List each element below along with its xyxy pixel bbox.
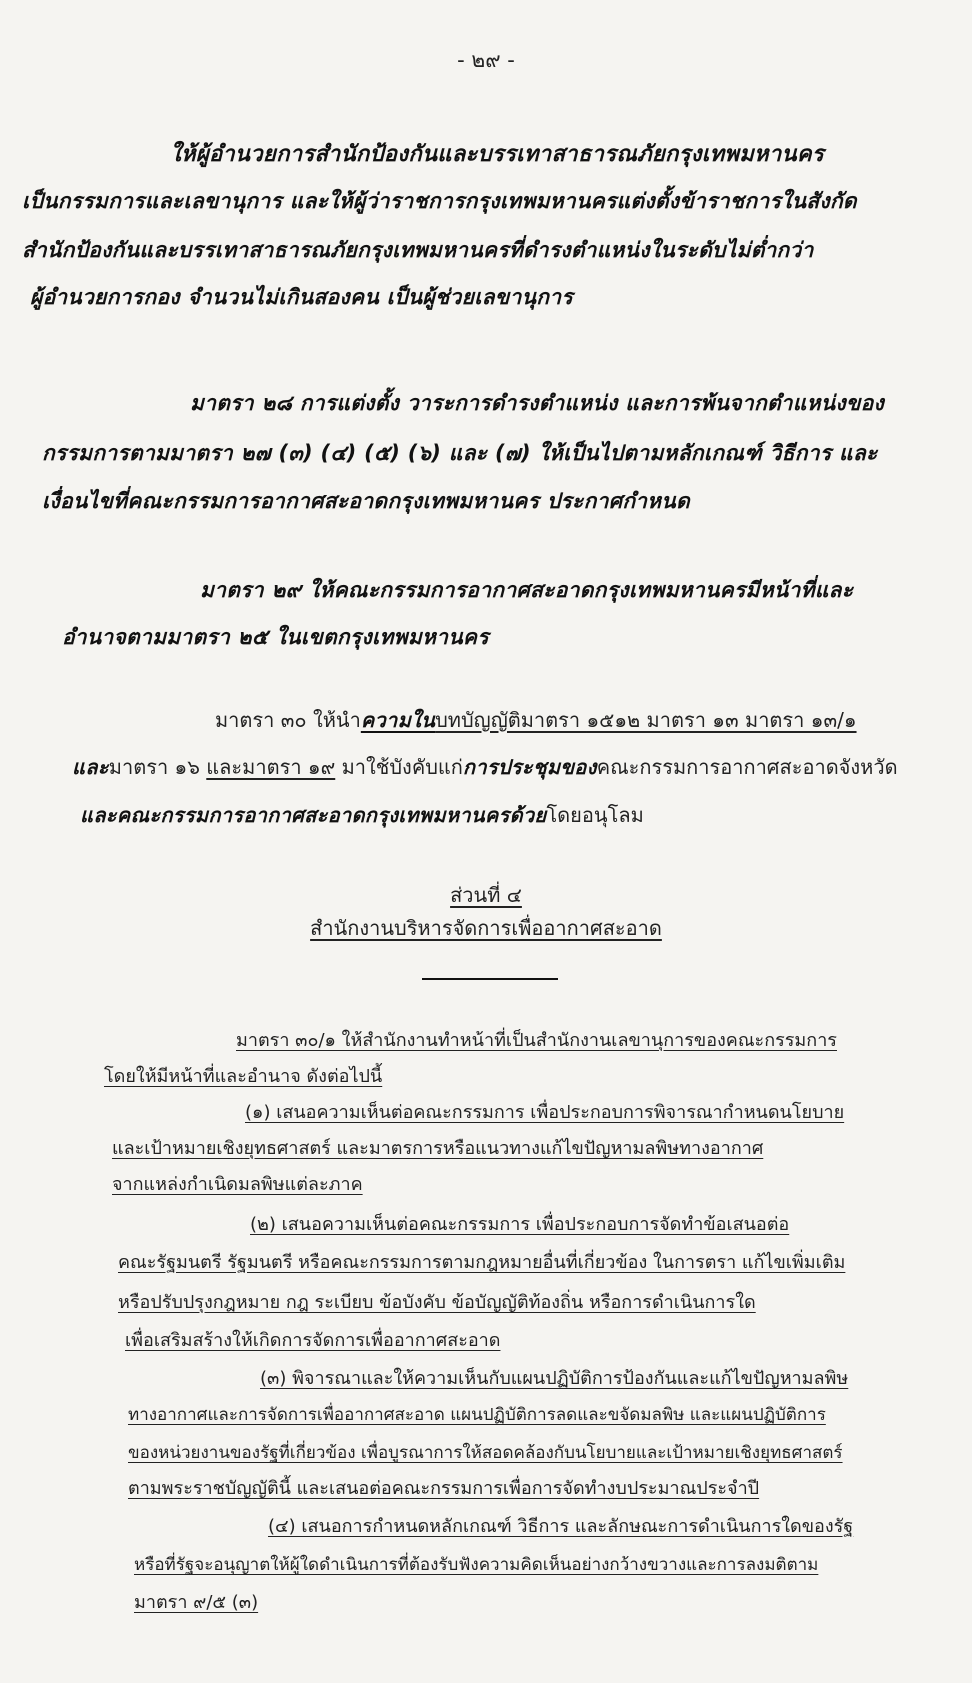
para1-line-1: ให้ผู้อำนวยการสำนักป้องกันและบรรเทาสาธารณภัยกรุงเทพมหานคร xyxy=(170,142,824,167)
para1-line-3: สำนักป้องกันและบรรเทาสาธารณภัยกรุงเทพมหานครที่ดำรงตำแหน่งในระดับไม่ต่ำกว่า xyxy=(22,238,814,262)
para1-line-4: ผู้อำนวยการกอง จำนวนไม่เกินสองคน เป็นผู้ช่วยเลขานุการ xyxy=(30,285,573,309)
para1-line-2: เป็นกรรมการและเลขานุการ และให้ผู้ว่าราชการกรุงเทพมหานครแต่งตั้งข้าราชการในสังกัด xyxy=(22,189,857,213)
section-30-1-line: ของหน่วยงานของรัฐที่เกี่ยวข้อง เพื่อบูรณาการให้สอดคล้องกับนโยบายและเป้าหมายเชิงยุทธศาสตร์ xyxy=(128,1443,843,1463)
section-30-1-line: จากแหล่งกำเนิดมลพิษแต่ละภาค xyxy=(112,1174,363,1195)
section-30-1-line: หรือที่รัฐจะอนุญาตให้ผู้ใดดำเนินการที่ต้องรับฟังความคิดเห็นอย่างกว้างขวางและการลงมติตาม xyxy=(134,1555,819,1575)
section-30-struck: การประชุมของ xyxy=(462,755,597,779)
section-30-1-line: คณะรัฐมนตรี รัฐมนตรี หรือคณะกรรมการตามกฎหมายอื่นที่เกี่ยวข้อง ในการตรา แก้ไขเพิ่มเติม xyxy=(118,1252,846,1273)
section-30-1-line: (๑) เสนอความเห็นต่อคณะกรรมการ เพื่อประกอบการพิจารณากำหนดนโยบาย xyxy=(245,1102,845,1123)
section-30-text: โดยอนุโลม xyxy=(546,803,644,827)
section-30-text: ๑๕๑๒ มาตรา ๑๓ มาตรา ๑๓/๑ xyxy=(586,708,857,732)
section-30-1-line: ตามพระราชบัญญัตินี้ และเสนอต่อคณะกรรมการเพื่อการจัดทำงบประมาณประจำปี xyxy=(128,1478,760,1499)
section-30-1-line: ทางอากาศและการจัดการเพื่ออากาศสะอาด แผนปฏิบัติการลดและขจัดมลพิษ และแผนปฏิบัติการ xyxy=(128,1405,826,1425)
section-30-1-line: (๒) เสนอความเห็นต่อคณะกรรมการ เพื่อประกอบการจัดทำข้อเสนอต่อ xyxy=(250,1214,790,1235)
section-30-struck: ความใน xyxy=(360,708,436,732)
section-30-text: มาใช้บังคับแก่ xyxy=(335,755,463,779)
section-30-text: มาตรา ๓๐ ให้นำ xyxy=(215,708,361,732)
section-29-line-2: อำนาจตามมาตรา ๒๕ ในเขตกรุงเทพมหานคร xyxy=(62,625,489,649)
section-30-line-3 xyxy=(80,800,644,830)
section-30-text: มาตรา ๑๖ xyxy=(108,755,207,779)
heading-divider xyxy=(422,978,558,980)
part-heading: ส่วนที่ ๔ xyxy=(450,883,522,907)
section-30-1-line: มาตรา ๙/๕ (๓) xyxy=(134,1592,259,1613)
section-30-1-line: (๔) เสนอการกำหนดหลักเกณฑ์ วิธีการ และลักษณะการดำเนินการใดของรัฐ xyxy=(268,1516,854,1537)
section-30-line-2 xyxy=(72,752,898,782)
section-30-1-line: (๓) พิจารณาและให้ความเห็นกับแผนปฏิบัติการป้องกันและแก้ไขปัญหามลพิษ xyxy=(260,1368,849,1389)
section-30-1-line: และเป้าหมายเชิงยุทธศาสตร์ และมาตรการหรือแนวทางแก้ไขปัญหามลพิษทางอากาศ xyxy=(112,1138,764,1159)
section-30-1-line: เพื่อเสริมสร้างให้เกิดการจัดการเพื่ออากาศสะอาด xyxy=(125,1330,501,1351)
section-30-text: คณะกรรมการอากาศสะอาดจังหวัด xyxy=(596,755,898,779)
section-30-1-line: มาตรา ๓๐/๑ ให้สำนักงานทำหน้าที่เป็นสำนักงานเลขานุการของคณะกรรมการ xyxy=(236,1030,837,1051)
part-title: สำนักงานบริหารจัดการเพื่ออากาศสะอาด xyxy=(310,916,662,940)
section-30-1-line: หรือปรับปรุงกฎหมาย กฎ ระเบียบ ข้อบังคับ ข้อบัญญัติท้องถิ่น หรือการดำเนินการใด xyxy=(118,1292,756,1313)
section-30-1-line: โดยให้มีหน้าที่และอำนาจ ดังต่อไปนี้ xyxy=(104,1066,383,1087)
section-28-line-3: เงื่อนไขที่คณะกรรมการอากาศสะอาดกรุงเทพมหานคร ประกาศกำหนด xyxy=(42,489,690,513)
section-30-text: และมาตรา ๑๙ xyxy=(206,755,336,779)
section-30-text: บทบัญญัติมาตรา xyxy=(435,708,587,732)
section-28-line-2: กรรมการตามมาตรา ๒๗ (๓) (๔) (๕) (๖) และ (๗) ให้เป็นไปตามหลักเกณฑ์ วิธีการ และ xyxy=(42,441,878,465)
page-number: - ๒๙ - xyxy=(457,48,515,72)
section-30-line-1 xyxy=(215,705,857,735)
section-30-struck: และคณะกรรมการอากาศสะอาดกรุงเทพมหานครด้วย xyxy=(80,803,547,827)
section-28-line-1: มาตรา ๒๘ การแต่งตั้ง วาระการดำรงตำแหน่ง และการพ้นจากตำแหน่งของ xyxy=(190,391,885,415)
section-30-struck: และ xyxy=(72,755,109,779)
section-29-line-1: มาตรา ๒๙ ให้คณะกรรมการอากาศสะอาดกรุงเทพมหานครมีหน้าที่และ xyxy=(200,578,854,602)
